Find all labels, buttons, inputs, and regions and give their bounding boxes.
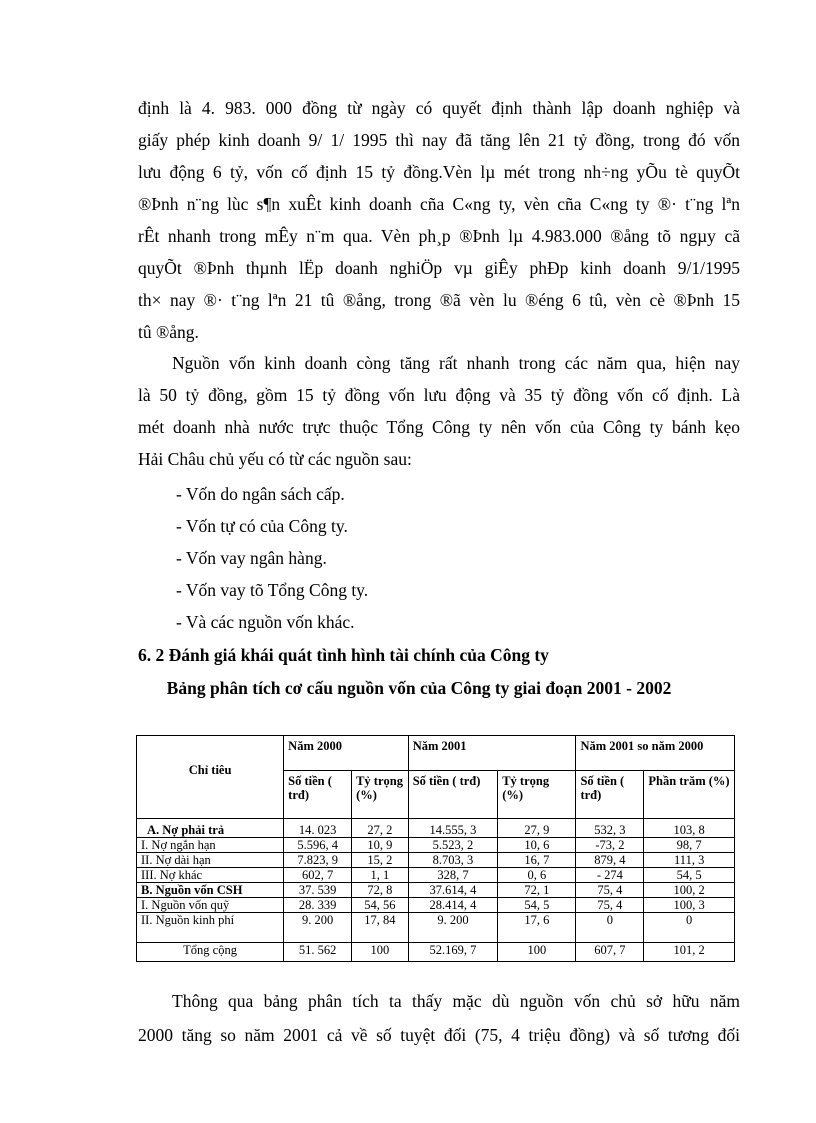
cell-value: 1, 1 bbox=[352, 868, 409, 883]
cell-value: -73, 2 bbox=[576, 838, 644, 853]
header-year-2000: Năm 2000 bbox=[284, 736, 409, 771]
cell-value: 54, 56 bbox=[352, 898, 409, 913]
header-ratio: Tỷ trọng (%) bbox=[498, 771, 576, 819]
table-caption: Bảng phân tích cơ cấu nguồn vốn của Công ty giai đoạn 2001 - 2002 bbox=[166, 678, 672, 698]
text-line: giấy phép kinh doanh 9/ 1/ 1995 thì nay đã tăng lên 21 tỷ đồng, trong đó vốn bbox=[138, 130, 740, 150]
section-heading: 6. 2 Đánh giá khái quát tình hình tài chính của Công ty bbox=[138, 645, 549, 665]
cell-value: 16, 7 bbox=[498, 853, 576, 868]
cell-value: 72, 8 bbox=[352, 883, 409, 898]
cell-value: 8.703, 3 bbox=[408, 853, 498, 868]
text-line: quyÕt ®Þnh thµnh lËp doanh nghiÖp vµ giÊy phÐp kinh doanh 9/1/1995 bbox=[138, 258, 740, 278]
text-line: th× nay ®· t¨ng lªn 21 tû ®ång, trong ®ã vèn lu ®éng 6 tû, vèn cè ®Þnh 15 bbox=[138, 290, 740, 310]
closing-paragraph bbox=[138, 984, 740, 1052]
cell-value: 103, 8 bbox=[644, 819, 735, 838]
cell-value: 10, 9 bbox=[352, 838, 409, 853]
row-label: II. Nguồn kinh phí bbox=[137, 913, 284, 943]
bullet-item: - Vốn vay tõ Tổng Công ty. bbox=[176, 580, 369, 600]
cell-value: 0 bbox=[576, 913, 644, 943]
cell-value: 328, 7 bbox=[408, 868, 498, 883]
text-line: 2000 tăng so năm 2001 cả về số tuyệt đối (75, 4 triệu đồng) và số tương đối bbox=[138, 1025, 740, 1045]
cell-value: 7.823, 9 bbox=[284, 853, 352, 868]
text-line: là 50 tỷ đồng, gồm 15 tỷ đồng vốn lưu động và 35 tỷ đồng vốn cố định. Là bbox=[138, 385, 740, 405]
text-line: ®Þnh n¨ng lùc s¶n xuÊt kinh doanh cña C«ng ty, vèn cña C«ng ty ®· t¨ng lªn bbox=[138, 194, 740, 214]
cell-value: 54, 5 bbox=[644, 868, 735, 883]
cell-value: 28.414, 4 bbox=[408, 898, 498, 913]
bullet-item: - Vốn vay ngân hàng. bbox=[176, 548, 327, 568]
cell-value: 98, 7 bbox=[644, 838, 735, 853]
cell-value: 5.596, 4 bbox=[284, 838, 352, 853]
cell-value: 27, 9 bbox=[498, 819, 576, 838]
cell-value: 75, 4 bbox=[576, 898, 644, 913]
total-label: Tổng cộng bbox=[137, 943, 284, 962]
text-line: mét doanh nhà nước trực thuộc Tổng Công ty nên vốn của Công ty bánh kẹo bbox=[138, 417, 740, 437]
table-row bbox=[137, 838, 735, 853]
cell-value: 51. 562 bbox=[284, 943, 352, 962]
row-label: I. Nợ ngắn hạn bbox=[137, 838, 284, 853]
cell-value: 9. 200 bbox=[284, 913, 352, 943]
table-row bbox=[137, 898, 735, 913]
row-label: B. Nguồn vốn CSH bbox=[137, 883, 284, 898]
cell-value: 54, 5 bbox=[498, 898, 576, 913]
text-line: tû ®ång. bbox=[138, 322, 199, 342]
cell-value: 75, 4 bbox=[576, 883, 644, 898]
table-row bbox=[137, 868, 735, 883]
bullet-item: - Vốn do ngân sách cấp. bbox=[176, 484, 345, 504]
cell-value: 532, 3 bbox=[576, 819, 644, 838]
text-line: Nguồn vốn kinh doanh còng tăng rất nhanh trong các năm qua, hiện nay bbox=[172, 353, 740, 373]
cell-value: 602, 7 bbox=[284, 868, 352, 883]
text-line: định là 4. 983. 000 đồng từ ngày có quyết định thành lập doanh nghiệp và bbox=[138, 98, 740, 118]
cell-value: 72, 1 bbox=[498, 883, 576, 898]
cell-value: 14. 023 bbox=[284, 819, 352, 838]
header-ratio: Tỷ trọng (%) bbox=[352, 771, 409, 819]
row-label: II. Nợ dài hạn bbox=[137, 853, 284, 868]
header-indicator: Chỉ tiêu bbox=[137, 736, 284, 819]
cell-value: 17, 84 bbox=[352, 913, 409, 943]
table-row bbox=[137, 913, 735, 943]
cell-value: - 274 bbox=[576, 868, 644, 883]
header-amount: Số tiền ( trđ) bbox=[408, 771, 498, 819]
header-amount: Số tiền ( trđ) bbox=[576, 771, 644, 819]
cell-value: 27, 2 bbox=[352, 819, 409, 838]
cell-value: 879, 4 bbox=[576, 853, 644, 868]
bullet-item: - Và các nguồn vốn khác. bbox=[176, 612, 355, 632]
text-line: lưu động 6 tỷ, vốn cố định 15 tỷ đồng.Vèn lµ mét trong nh÷ng yÕu tè quyÕt bbox=[138, 162, 740, 182]
header-percent: Phần trăm (%) bbox=[644, 771, 735, 819]
cell-value: 100, 2 bbox=[644, 883, 735, 898]
table-row bbox=[137, 853, 735, 868]
cell-value: 0 bbox=[644, 913, 735, 943]
cell-value: 52.169, 7 bbox=[408, 943, 498, 962]
cell-value: 100, 3 bbox=[644, 898, 735, 913]
capital-paragraph bbox=[138, 347, 740, 475]
cell-value: 607, 7 bbox=[576, 943, 644, 962]
row-label: I. Nguồn vốn quỹ bbox=[137, 898, 284, 913]
text-line: rÊt nhanh trong mÊy n¨m qua. Vèn ph¸p ®Þnh lµ 4.983.000 ®ång tõ ngµy cã bbox=[138, 226, 740, 246]
capital-structure-table bbox=[136, 735, 735, 962]
cell-value: 37. 539 bbox=[284, 883, 352, 898]
text-line: Thông qua bảng phân tích ta thấy mặc dù nguồn vốn chủ sở hữu năm bbox=[172, 991, 740, 1011]
cell-value: 37.614, 4 bbox=[408, 883, 498, 898]
text-line: Hải Châu chủ yếu có từ các nguồn sau: bbox=[138, 449, 412, 469]
cell-value: 15, 2 bbox=[352, 853, 409, 868]
bullet-item: - Vốn tự có của Công ty. bbox=[176, 516, 348, 536]
cell-value: 0, 6 bbox=[498, 868, 576, 883]
intro-paragraph bbox=[138, 92, 740, 348]
header-compare: Năm 2001 so năm 2000 bbox=[576, 736, 735, 771]
header-amount: Số tiền ( trđ) bbox=[284, 771, 352, 819]
cell-value: 100 bbox=[352, 943, 409, 962]
cell-value: 17, 6 bbox=[498, 913, 576, 943]
table-row bbox=[137, 819, 735, 838]
cell-value: 101, 2 bbox=[644, 943, 735, 962]
cell-value: 28. 339 bbox=[284, 898, 352, 913]
cell-value: 100 bbox=[498, 943, 576, 962]
cell-value: 9. 200 bbox=[408, 913, 498, 943]
cell-value: 14.555, 3 bbox=[408, 819, 498, 838]
row-label: A. Nợ phải trả bbox=[137, 819, 284, 838]
table-row bbox=[137, 883, 735, 898]
cell-value: 10, 6 bbox=[498, 838, 576, 853]
table-total-row bbox=[137, 943, 735, 962]
cell-value: 5.523, 2 bbox=[408, 838, 498, 853]
header-year-2001: Năm 2001 bbox=[408, 736, 576, 771]
row-label: III. Nợ khác bbox=[137, 868, 284, 883]
cell-value: 111, 3 bbox=[644, 853, 735, 868]
